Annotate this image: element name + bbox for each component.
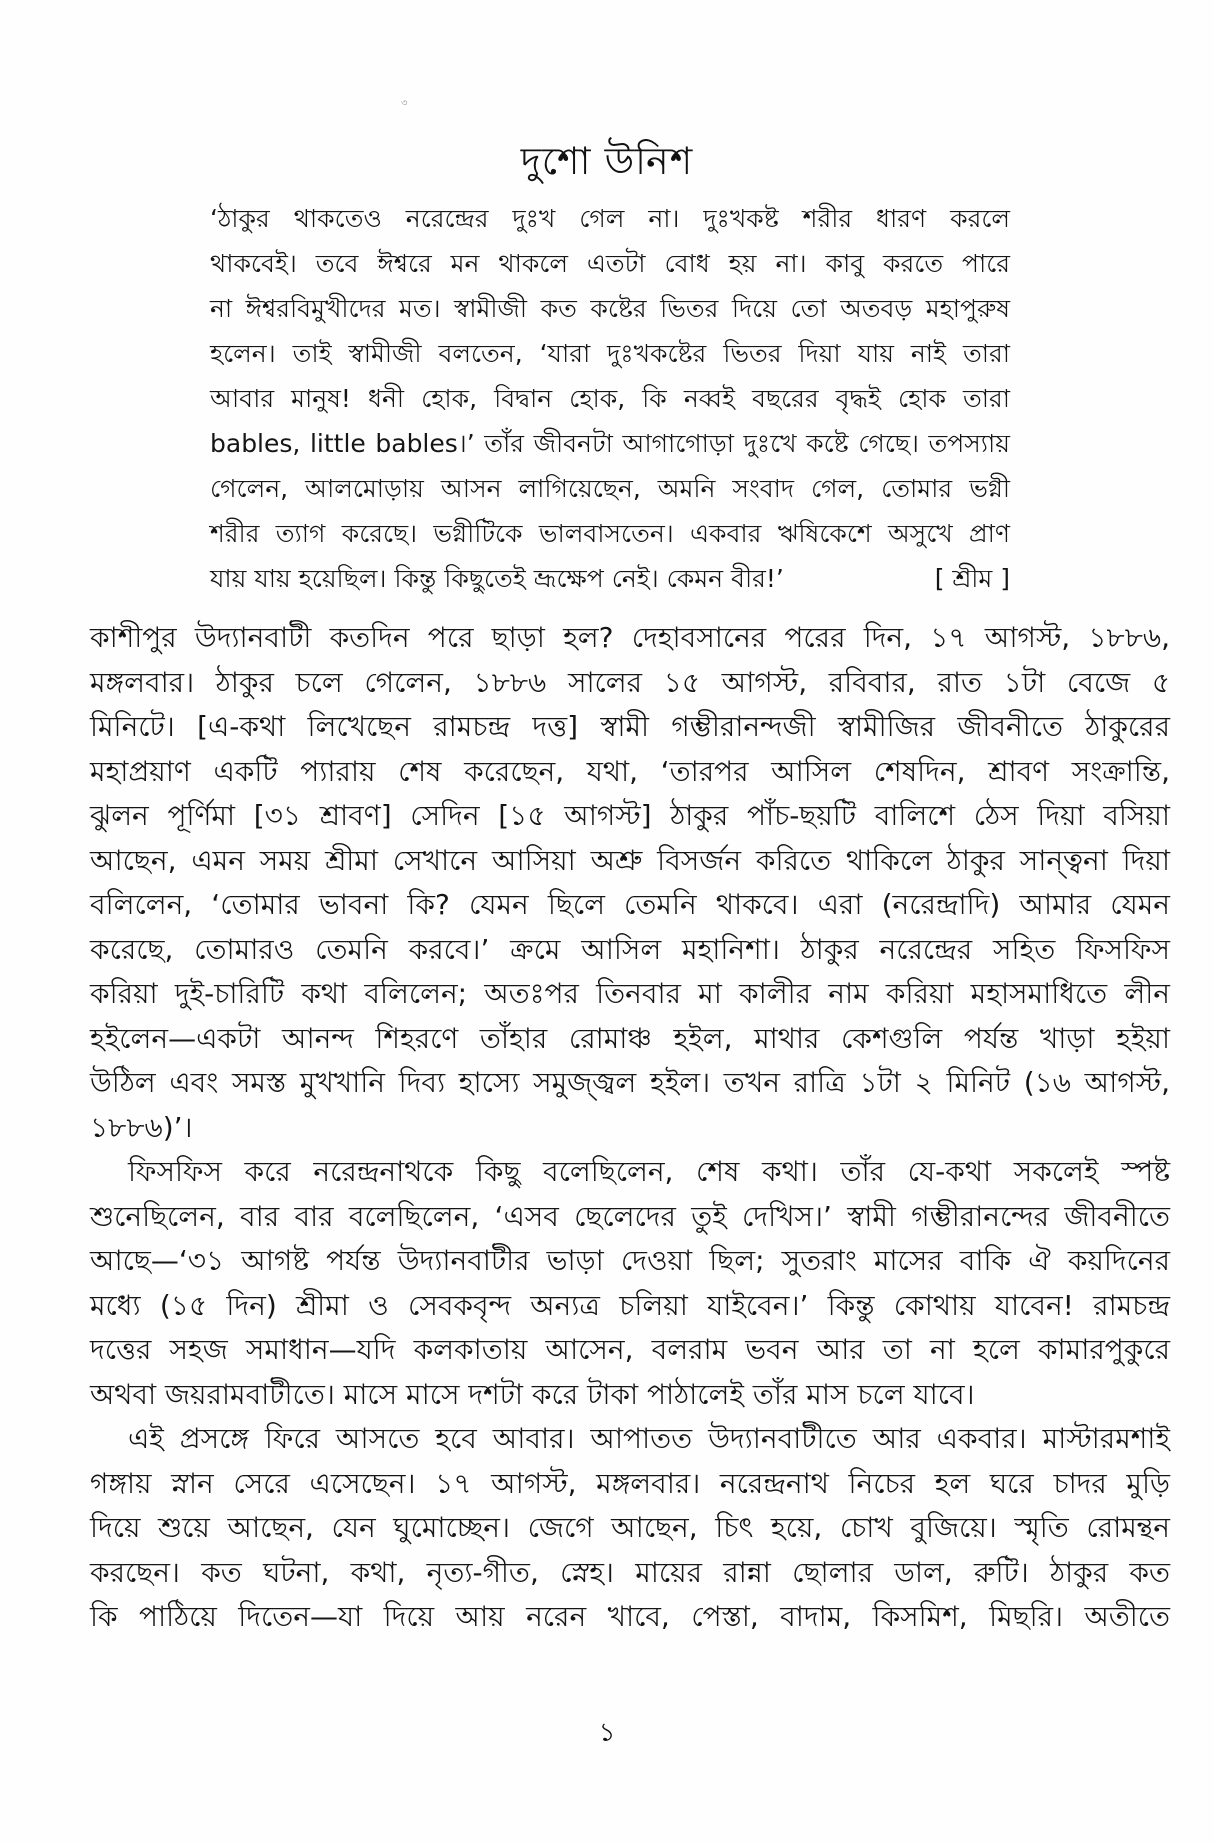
epigraph-line: থাকবেই। তবে ঈশ্বরে মন থাকলে এতটা বোধ হয় না। কাবু করতে পারে bbox=[210, 249, 1010, 278]
body-line: করিয়া দুই-চারিটি কথা বলিলেন; অতঃপর তিনবার মা কালীর নাম করিয়া মহাসমাধিতে লীন bbox=[90, 977, 1170, 1010]
body-line: গঙ্গায় স্নান সেরে এসেছেন। ১৭ আগস্ট, মঙ্গলবার। নরেন্দ্রনাথ নিচের হল ঘরে চাদর মুড়ি bbox=[90, 1466, 1170, 1500]
body-line: মঙ্গলবার। ঠাকুর চলে গেলেন, ১৮৮৬ সালের ১৫ আগস্ট, রবিবার, রাত ১টা বেজে ৫ bbox=[90, 665, 1170, 699]
body-line: ১৮৮৬)’। bbox=[90, 1110, 193, 1144]
body-line: ঝুলন পূর্ণিমা [৩১ শ্রাবণ] সেদিন [১৫ আগস্ট] ঠাকুর পাঁচ-ছয়টি বালিশে ঠেস দিয়া বসিয়া bbox=[90, 799, 1170, 832]
paragraph-3 bbox=[90, 1417, 1170, 1640]
body-line: মহাপ্রয়াণ একটি প্যারায় শেষ করেছেন, যথা, ‘তারপর আসিল শেষদিন, শ্রাবণ সংক্রান্তি, bbox=[90, 754, 1170, 788]
body-line: ফিসফিস করে নরেন্দ্রনাথকে কিছু বলেছিলেন, শেষ কথা। তাঁর যে-কথা সকলেই স্পষ্ট bbox=[128, 1155, 1170, 1188]
epigraph-line: না ঈশ্বরবিমুখীদের মত। স্বামীজী কত কষ্টের ভিতর দিয়ে তো অতবড় মহাপুরুষ bbox=[210, 294, 1010, 323]
body-line: বলিলেন, ‘তোমার ভাবনা কি? যেমন ছিলে তেমনি থাকবে। এরা (নরেন্দ্রাদি) আমার যেমন bbox=[90, 888, 1170, 921]
paragraph-1 bbox=[90, 616, 1170, 1150]
chapter-title: দুশো উনিশ bbox=[520, 139, 694, 183]
paragraph-2 bbox=[90, 1150, 1170, 1417]
body-line: অথবা জয়রামবাটীতে। মাসে মাসে দশটা করে টাকা পাঠালেই তাঁর মাস চলে যাবে। bbox=[90, 1377, 975, 1411]
body-line: উঠিল এবং সমস্ত মুখখানি দিব্য হাস্যে সমুজ্জ্বল হইল। তখন রাত্রি ১টা ২ মিনিট (১৬ আগস্ট, bbox=[90, 1066, 1170, 1099]
body-line: দিয়ে শুয়ে আছেন, যেন ঘুমোচ্ছেন। জেগে আছেন, চিৎ হয়ে, চোখ বুজিয়ে। স্মৃতি রোমন্থন bbox=[90, 1511, 1170, 1544]
epigraph-attribution: [ শ্রীম ] bbox=[934, 564, 1010, 593]
body-line: করেছে, তোমারও তেমনি করবে।’ ক্রমে আসিল মহানিশা। ঠাকুর নরেন্দ্রের সহিত ফিসফিস bbox=[90, 932, 1170, 966]
epigraph-line: যায় যায় হয়েছিল। কিন্তু কিছুতেই ভ্রূক্ষেপ নেই। কেমন বীর!’ bbox=[210, 564, 784, 593]
epigraph-line: আবার মানুষ! ধনী হোক, বিদ্বান হোক, কি নব্বই বছরের বৃদ্ধই হোক তারা bbox=[210, 384, 1010, 413]
body-line: করছেন। কত ঘটনা, কথা, নৃত্য-গীত, স্নেহ। মায়ের রান্না ছোলার ডাল, রুটি। ঠাকুর কত bbox=[90, 1555, 1170, 1589]
stray-print-mark: ৩ bbox=[401, 98, 408, 109]
body-line: শুনেছিলেন, বার বার বলেছিলেন, ‘এসব ছেলেদের তুই দেখিস।’ স্বামী গম্ভীরানন্দের জীবনীতে bbox=[90, 1199, 1170, 1233]
epigraph-line: হলেন। তাই স্বামীজী বলতেন, ‘যারা দুঃখকষ্টের ভিতর দিয়া যায় নাই তারা bbox=[210, 339, 1010, 368]
body-line: এই প্রসঙ্গে ফিরে আসতে হবে আবার। আপাতত উদ্যানবাটীতে আর একবার। মাস্টারমশাই bbox=[128, 1422, 1170, 1455]
epigraph-line: bables, little bables।’ তাঁর জীবনটা আগাগোড়া দুঃখে কষ্টে গেছে। তপস্যায় bbox=[210, 429, 1010, 458]
body-line: দত্তের সহজ সমাধান—যদি কলকাতায় আসেন, বলরাম ভবন আর তা না হলে কামারপুকুরে bbox=[90, 1333, 1170, 1366]
body-line: আছেন, এমন সময় শ্রীমা সেখানে আসিয়া অশ্রু বিসর্জন করিতে থাকিলে ঠাকুর সান্ত্বনা দিয়া bbox=[90, 843, 1170, 877]
page-number: ১ bbox=[598, 1718, 616, 1748]
body-line: মিনিটে। [এ-কথা লিখেছেন রামচন্দ্র দত্ত] স্বামী গম্ভীরানন্দজী স্বামীজির জীবনীতে ঠাকুরের bbox=[90, 710, 1170, 743]
epigraph-line: ‘ঠাকুর থাকতেও নরেন্দ্রের দুঃখ গেল না। দুঃখকষ্ট শরীর ধারণ করলে bbox=[210, 204, 1010, 233]
epigraph-quote bbox=[210, 196, 1010, 601]
epigraph-line: গেলেন, আলমোড়ায় আসন লাগিয়েছেন, অমনি সংবাদ গেল, তোমার ভগ্নী bbox=[210, 474, 1010, 503]
body-line: কাশীপুর উদ্যানবাটী কতদিন পরে ছাড়া হল? দেহাবসানের পরের দিন, ১৭ আগস্ট, ১৮৮৬, bbox=[90, 621, 1170, 654]
epigraph-last-line bbox=[210, 556, 1010, 601]
body-line: আছে—‘৩১ আগষ্ট পর্যন্ত উদ্যানবাটীর ভাড়া দেওয়া ছিল; সুতরাং মাসের বাকি ঐ কয়দিনের bbox=[90, 1244, 1170, 1277]
body-line: কি পাঠিয়ে দিতেন—যা দিয়ে আয় নরেন খাবে, পেস্তা, বাদাম, কিসমিশ, মিছরি। অতীতে bbox=[90, 1600, 1170, 1633]
body-line: মধ্যে (১৫ দিন) শ্রীমা ও সেবকবৃন্দ অন্যত্র চলিয়া যাইবেন।’ কিন্তু কোথায় যাবেন! রামচন্দ্র bbox=[90, 1288, 1170, 1322]
epigraph-line: শরীর ত্যাগ করেছে। ভগ্নীটিকে ভালবাসতেন। একবার ঋষিকেশে অসুখে প্রাণ bbox=[210, 519, 1010, 548]
body-line: হইলেন—একটা আনন্দ শিহরণে তাঁহার রোমাঞ্চ হইল, মাথার কেশগুলি পর্যন্ত খাড়া হইয়া bbox=[90, 1021, 1170, 1055]
